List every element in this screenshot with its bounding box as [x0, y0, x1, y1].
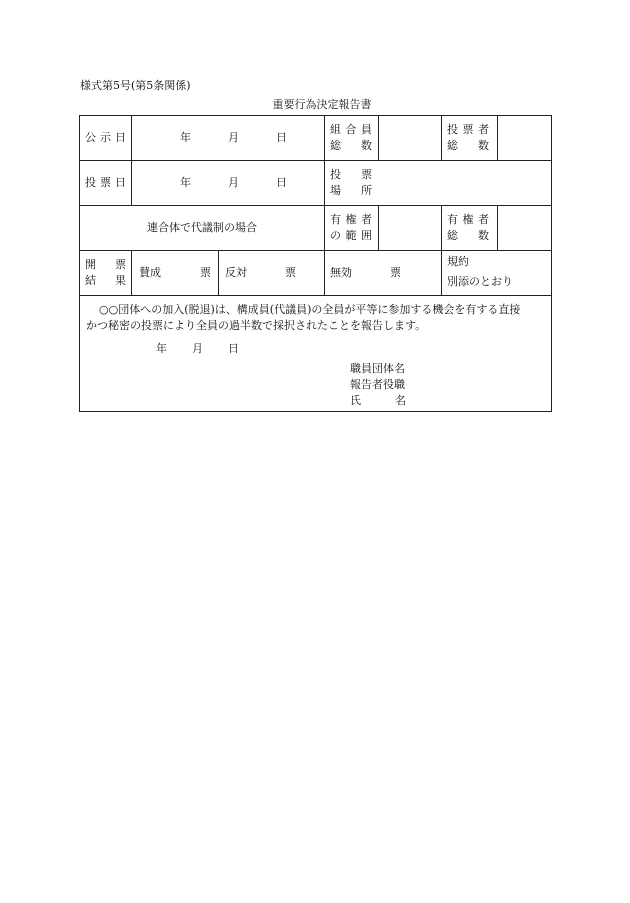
table-column-divider: [131, 116, 132, 205]
table-column-divider: [378, 205, 379, 250]
form-number-label: 様式第5号(第5条関係): [80, 79, 191, 92]
total-members-label: 組 合 員 総 数: [330, 123, 372, 152]
table-column-divider: [378, 116, 379, 160]
table-column-divider: [497, 116, 498, 160]
table-column-divider: [131, 250, 132, 295]
announcement-date-year: 年: [180, 131, 191, 144]
eligible-voter-total-label: 有 権 者 総 数: [447, 213, 489, 242]
report-statement-line-2: かつ秘密の投票により全員の過半数で採択されたことを報告します。: [86, 319, 427, 332]
announcement-date-label: 公 示 日: [85, 131, 126, 144]
announcement-date-day: 日: [276, 131, 287, 144]
table-column-divider: [441, 205, 442, 250]
total-voters-label: 投 票 者 総 数: [447, 123, 489, 152]
vote-result-label: 開 票 結 果: [85, 258, 126, 287]
table-row-divider: [80, 160, 551, 161]
report-date-month: 月: [192, 342, 203, 355]
no-votes-unit: 票: [285, 266, 296, 279]
reporter-position-label: 報告者役職: [350, 378, 405, 391]
table-column-divider: [497, 205, 498, 250]
yes-votes-unit: 票: [200, 266, 211, 279]
report-date-day: 日: [228, 342, 239, 355]
bylaws-note: 別添のとおり: [447, 275, 513, 288]
table-column-divider: [441, 250, 442, 295]
table-row-divider: [80, 205, 551, 206]
bylaws-label: 規約: [447, 255, 469, 268]
organization-name-label: 職員団体名: [350, 362, 405, 375]
invalid-votes-label: 無効: [330, 266, 352, 279]
voting-date-month: 月: [228, 176, 239, 189]
federation-note: 連合体で代議制の場合: [147, 221, 257, 234]
table-column-divider: [441, 116, 442, 160]
invalid-votes-unit: 票: [390, 266, 401, 279]
table-column-divider: [218, 250, 219, 295]
name-label: 氏 名: [350, 394, 406, 407]
voting-date-day: 日: [276, 176, 287, 189]
announcement-date-month: 月: [228, 131, 239, 144]
report-date-year: 年: [156, 342, 167, 355]
voting-date-year: 年: [180, 176, 191, 189]
voting-date-label: 投 票 日: [85, 176, 126, 189]
document-title: 重要行為決定報告書: [272, 98, 372, 111]
table-column-divider: [324, 116, 325, 295]
table-row-divider: [80, 295, 551, 296]
report-form-table: [79, 115, 552, 412]
eligible-voter-scope-label: 有 権 者 の 範 囲: [330, 213, 372, 242]
report-statement-line-1: ○○団体への加入(脱退)は、構成員(代議員)の全員が平等に参加する機会を有する直接: [99, 303, 521, 316]
voting-place-label: 投 票 場 所: [330, 168, 372, 197]
report-statement: [86, 302, 548, 334]
no-votes-label: 反対: [225, 266, 247, 279]
yes-votes-label: 賛成: [139, 266, 161, 279]
table-row-divider: [80, 250, 551, 251]
